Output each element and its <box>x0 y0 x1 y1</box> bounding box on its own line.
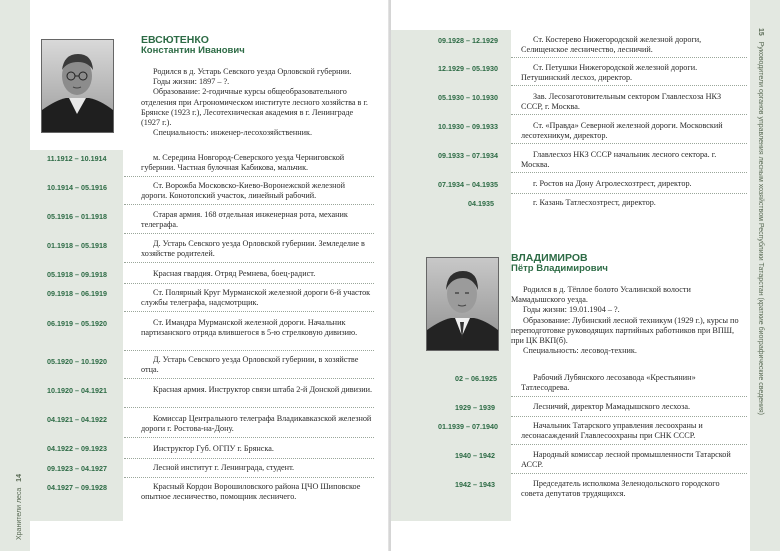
right-running-head: 15 Руководители органов управления лесным хозяйством Республики Татарстан (краткие биографические сведения) <box>757 28 764 415</box>
row-divider <box>511 444 747 445</box>
career-date: 1940 – 1942 <box>455 451 495 460</box>
career-date: 01.1918 – 05.1918 <box>47 241 107 250</box>
left-page-number: 14 <box>16 474 23 482</box>
career-entry: Красная гвардия. Отряд Ремнева, боец-радист. <box>153 269 316 278</box>
row-divider <box>511 172 747 173</box>
career-date: 04.1922 – 09.1923 <box>47 444 107 453</box>
bio-birthplace: Родился в д. Устарь Севского уезда Орловской губернии. <box>153 67 352 76</box>
row-divider <box>124 458 374 459</box>
career-entry: Главлесхоз НКЗ СССР начальник лесного сектора. г. Москва. <box>521 150 717 170</box>
career-entry: Ст. Ворожба Московско-Киево-Воронежской железной дороги. Конотопский участок, линейный рабочий. <box>141 181 346 201</box>
career-date: 10.1914 – 05.1916 <box>47 183 107 192</box>
career-entry: Начальник Татарского управления лесоохраны и лесонасаждений Главлесоохраны при СНК СССР. <box>521 421 703 441</box>
career-date: 02 – 06.1925 <box>455 374 497 383</box>
career-entry: Ст. Костерево Нижегородской железной дороги, Селищенское лесничество, лесничий. <box>521 35 702 55</box>
bio-education: Образование: Лубинский лесной техникум (1929 г.), курсы по переподготовке руководящих партийных работников при ВПШ, при ЦК ВКП(б). <box>511 315 739 346</box>
row-divider <box>511 416 747 417</box>
person-surname: ЕВСЮТЕНКО <box>141 34 209 46</box>
career-date: 09.1933 – 07.1934 <box>438 151 498 160</box>
career-date: 11.1912 – 10.1914 <box>47 154 107 163</box>
career-date: 01.1939 – 07.1940 <box>438 422 498 431</box>
career-entry: Старая армия. 168 отдельная инженерная рота, механик телеграфа. <box>141 210 348 230</box>
career-date: 09.1928 – 12.1929 <box>438 36 498 45</box>
person-surname: ВЛАДИМИРОВ <box>511 252 588 264</box>
career-date: 09.1918 – 06.1919 <box>47 289 107 298</box>
row-divider <box>124 407 374 408</box>
career-date: 10.1930 – 09.1933 <box>438 122 498 131</box>
person-given-names: Константин Иванович <box>141 45 245 56</box>
career-entry: Председатель исполкома Зеленодольского городского совета депутатов трудящихся. <box>521 479 720 499</box>
career-date: 05.1916 – 01.1918 <box>47 212 107 221</box>
career-entry: Инструктор Губ. ОГПУ г. Брянска. <box>153 444 274 453</box>
row-divider <box>124 311 374 312</box>
career-date: 07.1934 – 04.1935 <box>438 180 498 189</box>
bio-specialty: Специальность: инженер-лесохозяйственник. <box>153 128 313 138</box>
row-divider <box>511 114 747 115</box>
row-divider <box>124 378 374 379</box>
left-margin-strip <box>0 0 30 551</box>
bio-years: Годы жизни: 19.01.1904 – ?. <box>523 305 620 315</box>
career-entry: Зав. Лесозаготовительным сектором Главлесхоза НКЗ СССР, г. Москва. <box>521 92 722 112</box>
career-entry: Ст. Имандра Мурманской железной дороги. Начальник партизанского отряда влившегося в 5-ю стрелковую дивизию. <box>141 318 358 338</box>
row-divider <box>511 473 747 474</box>
career-entry: г. Казань Татлесхозтрест, директор. <box>533 198 656 207</box>
career-date: 1929 – 1939 <box>455 403 495 412</box>
row-divider <box>124 283 374 284</box>
right-page-number: 15 <box>757 28 764 36</box>
row-divider <box>511 57 747 58</box>
career-date: 04.1927 – 09.1928 <box>47 483 107 492</box>
left-running-head: Хранители леса 14 <box>16 474 23 540</box>
career-entry: Лесничий, директор Мамадышского лесхоза. <box>533 402 691 411</box>
career-entry: Красная армия. Инструктор связи штаба 2-й Донской дивизии. <box>153 385 373 394</box>
career-entry: Комиссар Центрального телеграфа Владикавказской железной дороги г. Ростова-на-Дону. <box>141 414 372 434</box>
career-entry: Ст. «Правда» Северной железной дороги. Московский лесотехникум, директор. <box>521 121 723 141</box>
career-date: 05.1930 – 10.1930 <box>438 93 498 102</box>
portrait-photo-vladimirov <box>426 257 499 351</box>
career-entry: Д. Устарь Севского уезда Орловской губернии, в хозяйстве отца. <box>141 355 359 375</box>
person-bio <box>511 285 743 356</box>
row-divider <box>511 396 747 397</box>
row-divider <box>511 193 747 194</box>
career-entry: Ст. Полярный Круг Мурманской железной дороги 6-й участок службы телеграфа, надсмотрщик. <box>141 288 371 308</box>
right-margin-strip <box>750 0 780 551</box>
career-entry: Ст. Петушки Нижегородской железной дороги. Петушинский лесхоз, директор. <box>521 63 698 83</box>
row-divider <box>511 85 747 86</box>
career-entry: г. Ростов на Дону Агролесхозтрест, директор. <box>533 179 692 188</box>
career-date: 04.1935 <box>468 199 494 208</box>
row-divider <box>124 176 374 177</box>
row-divider <box>124 262 374 263</box>
career-entry: Рабочий Лубянского лесозавода «Крестьянин» Татлесодрева. <box>521 373 696 393</box>
career-entry: Красный Кордон Ворошиловского района ЦЧО Шиповское опытное лесничество, помощник лесничего. <box>141 482 361 502</box>
bio-specialty: Специальность: лесовод-техник. <box>523 346 637 356</box>
bio-years: Годы жизни: 1897 – ?. <box>153 77 230 87</box>
career-date: 09.1923 – 04.1927 <box>47 464 107 473</box>
portrait-photo-evsyutenko <box>41 39 114 133</box>
row-divider <box>124 350 374 351</box>
bio-birthplace: Родился в д. Тёплое болото Усалинской волости Мамадышского уезда. <box>511 285 691 305</box>
bio-education: Образование: 2-годичные курсы общеобразовательного отделения при Агрономическом институте лесного хозяйства в г. Брянске (1923 г.), Лесотехническая академия в г. Ленинграде (1927 г.). <box>141 87 368 128</box>
row-divider <box>124 477 374 478</box>
career-date: 06.1919 – 05.1920 <box>47 319 107 328</box>
career-entry: Народный комиссар лесной промышленности Татарской АССР. <box>521 450 731 470</box>
person-bio <box>141 67 373 138</box>
row-divider <box>511 143 747 144</box>
career-date: 04.1921 – 04.1922 <box>47 415 107 424</box>
career-date: 05.1920 – 10.1920 <box>47 357 107 366</box>
right-page <box>391 0 780 551</box>
row-divider <box>124 233 374 234</box>
career-date: 10.1920 – 04.1921 <box>47 386 107 395</box>
career-entry: Д. Устарь Севского уезда Орловской губернии. Земледелие в хозяйстве родителей. <box>141 239 365 259</box>
career-date: 12.1929 – 05.1930 <box>438 64 498 73</box>
row-divider <box>124 204 374 205</box>
left-page <box>0 0 389 551</box>
career-date: 1942 – 1943 <box>455 480 495 489</box>
career-date: 05.1918 – 09.1918 <box>47 270 107 279</box>
career-entry: Лесной институт г. Ленинграда, студент. <box>153 463 295 472</box>
person-given-names: Пётр Владимирович <box>511 263 608 274</box>
career-entry: м. Середина Новгород-Северского уезда Черниговской губернии. Частная булочная Кабикова, мальчик. <box>141 153 345 173</box>
row-divider <box>124 437 374 438</box>
